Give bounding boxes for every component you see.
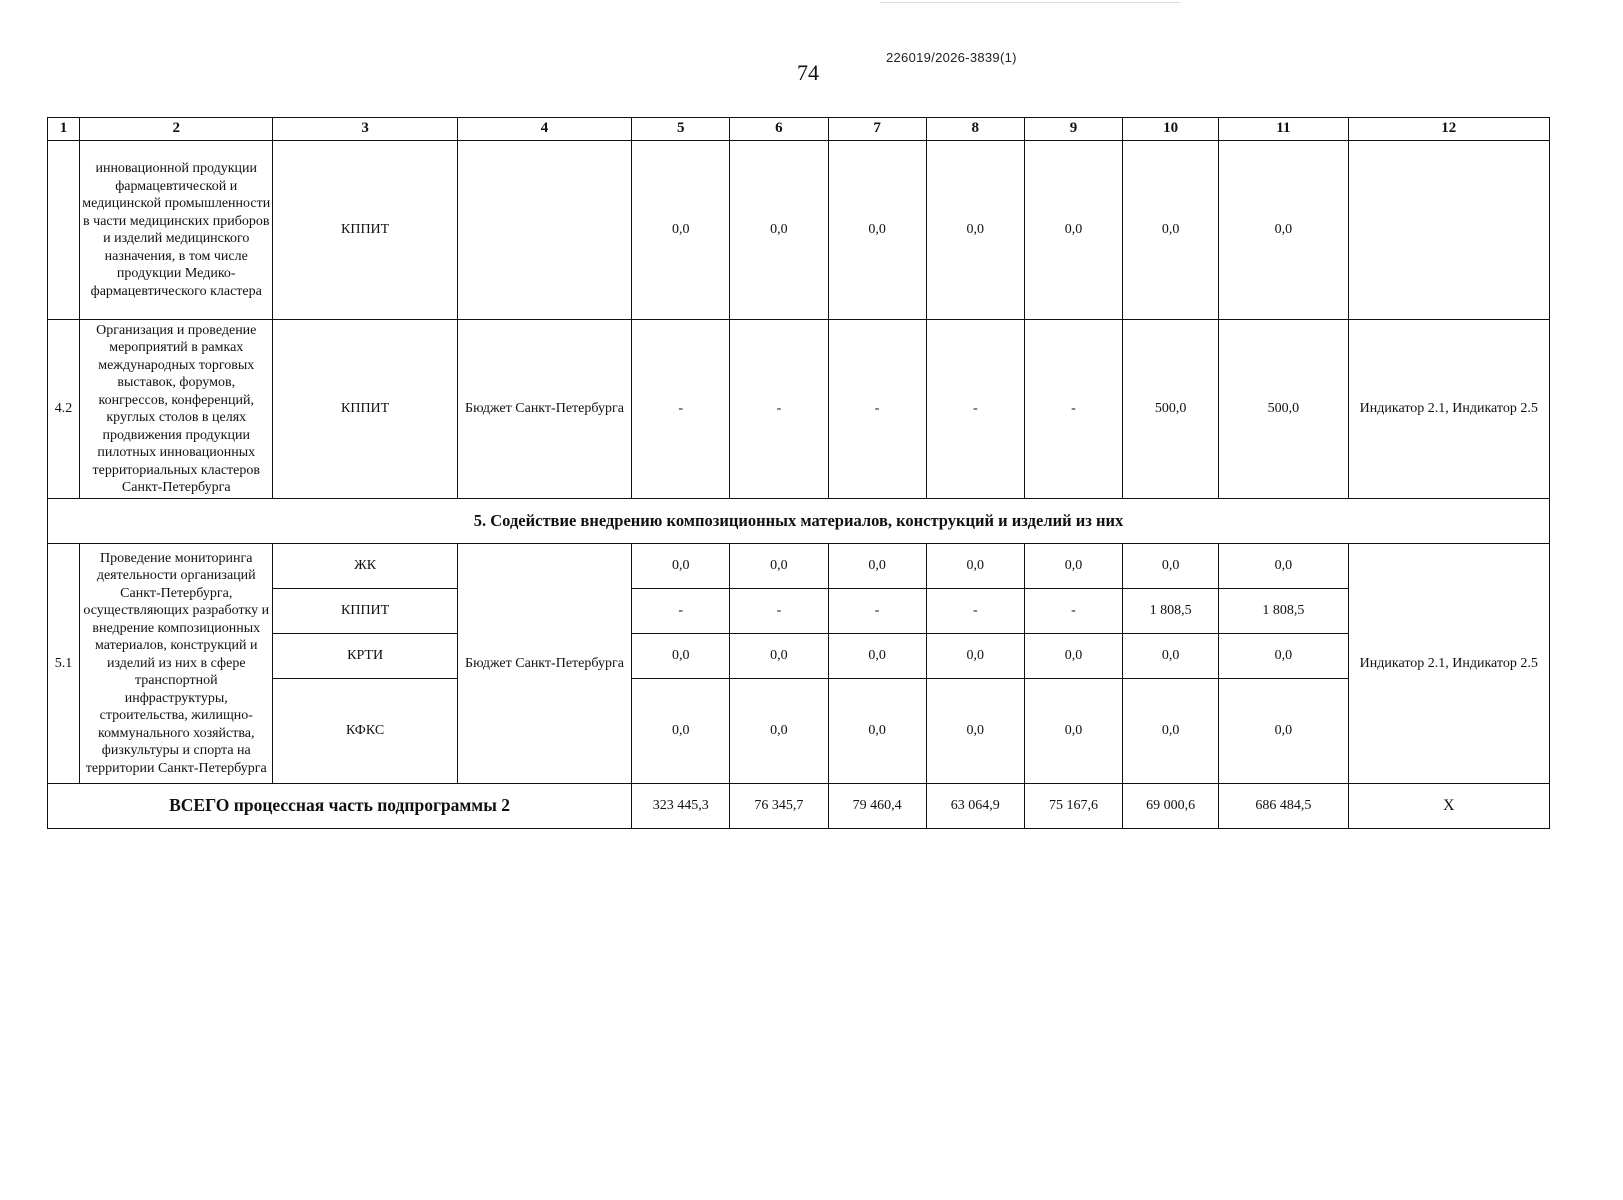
value-cell: 0,0: [730, 679, 828, 784]
col-header: 4: [457, 118, 631, 141]
col-header: 3: [273, 118, 457, 141]
value-cell: 0,0: [926, 679, 1024, 784]
header-row: [48, 118, 1550, 141]
value-cell: 0,0: [1123, 141, 1219, 320]
value-cell: 0,0: [632, 141, 730, 320]
value-cell: 0,0: [1024, 544, 1122, 589]
scan-mark: [880, 2, 1180, 3]
value-cell: 0,0: [1123, 634, 1219, 679]
total-label: ВСЕГО процессная часть подпрограммы 2: [48, 784, 632, 829]
indicators: [1348, 141, 1549, 320]
executor: ЖК: [273, 544, 457, 589]
document-id: 226019/2026-3839(1): [886, 50, 1017, 65]
executor: КППИТ: [273, 589, 457, 634]
table-row: [48, 141, 1550, 320]
activity-description: Проведение мониторинга деятельности организаций Санкт-Петербурга, осуществляющих разработку и внедрение композиционных материалов, конструкций и изделий из них в сфере транспортной инфраструктуры, строительства, жилищно-коммунального хозяйства, физкультуры и спорта на территории Санкт-Петербурга: [80, 544, 273, 784]
value-cell: -: [926, 320, 1024, 499]
value-cell: 0,0: [828, 544, 926, 589]
funding-source: Бюджет Санкт-Петербурга: [457, 320, 631, 499]
activity-description: Организация и проведение мероприятий в рамках международных торговых выставок, форумов, конгрессов, конференций, круглых столов в целях продвижения продукции пилотных инновационных территориальных кластеров Санкт-Петербурга: [80, 320, 273, 499]
col-header: 10: [1123, 118, 1219, 141]
total-value: 75 167,6: [1024, 784, 1122, 829]
col-header: 9: [1024, 118, 1122, 141]
row-number: [48, 141, 80, 320]
value-cell: 0,0: [926, 544, 1024, 589]
value-cell: 0,0: [1219, 679, 1348, 784]
value-cell: 0,0: [730, 544, 828, 589]
page-number: 74: [797, 60, 819, 85]
col-header: 12: [1348, 118, 1549, 141]
table-row: [48, 634, 1550, 679]
table-row: [48, 320, 1550, 499]
row-number: 4.2: [48, 320, 80, 499]
value-cell: -: [926, 589, 1024, 634]
value-cell: 0,0: [1123, 544, 1219, 589]
value-cell: 500,0: [1123, 320, 1219, 499]
value-cell: 0,0: [1219, 544, 1348, 589]
value-cell: 0,0: [1024, 634, 1122, 679]
col-header: 6: [730, 118, 828, 141]
col-header: 7: [828, 118, 926, 141]
value-cell: -: [730, 320, 828, 499]
value-cell: 0,0: [1219, 141, 1348, 320]
value-cell: 0,0: [632, 544, 730, 589]
total-row: [48, 784, 1550, 829]
value-cell: -: [730, 589, 828, 634]
section-row: [48, 499, 1550, 544]
executor: КППИТ: [273, 320, 457, 499]
table-row: [48, 589, 1550, 634]
value-cell: -: [828, 320, 926, 499]
funding-source: [457, 141, 631, 320]
total-value: 323 445,3: [632, 784, 730, 829]
value-cell: 0,0: [1024, 679, 1122, 784]
total-value: 686 484,5: [1219, 784, 1348, 829]
value-cell: 0,0: [828, 679, 926, 784]
executor: КППИТ: [273, 141, 457, 320]
value-cell: 0,0: [1123, 679, 1219, 784]
total-value: 69 000,6: [1123, 784, 1219, 829]
indicators: Индикатор 2.1, Индикатор 2.5: [1348, 544, 1549, 784]
total-value: 79 460,4: [828, 784, 926, 829]
value-cell: 0,0: [1024, 141, 1122, 320]
value-cell: 0,0: [926, 141, 1024, 320]
indicators: Индикатор 2.1, Индикатор 2.5: [1348, 320, 1549, 499]
value-cell: 0,0: [926, 634, 1024, 679]
executor: КРТИ: [273, 634, 457, 679]
col-header: 5: [632, 118, 730, 141]
table-row: [48, 679, 1550, 784]
value-cell: 0,0: [828, 141, 926, 320]
value-cell: 0,0: [632, 634, 730, 679]
col-header: 8: [926, 118, 1024, 141]
funding-source: Бюджет Санкт-Петербурга: [457, 544, 631, 784]
value-cell: -: [1024, 320, 1122, 499]
total-value: 63 064,9: [926, 784, 1024, 829]
table-row: [48, 544, 1550, 589]
total-mark: Х: [1348, 784, 1549, 829]
value-cell: 0,0: [730, 141, 828, 320]
total-value: 76 345,7: [730, 784, 828, 829]
value-cell: 1 808,5: [1123, 589, 1219, 634]
value-cell: -: [828, 589, 926, 634]
col-header: 1: [48, 118, 80, 141]
value-cell: 0,0: [828, 634, 926, 679]
value-cell: 0,0: [1219, 634, 1348, 679]
value-cell: -: [632, 589, 730, 634]
budget-table: [47, 117, 1550, 829]
col-header: 11: [1219, 118, 1348, 141]
activity-description: инновационной продукции фармацевтической и медицинской промышленности в части медицинских приборов и изделий медицинского назначения, в том числе продукции Медико-фармацевтического кластера: [80, 141, 273, 320]
section-title: 5. Содействие внедрению композиционных материалов, конструкций и изделий из них: [48, 499, 1550, 544]
value-cell: 500,0: [1219, 320, 1348, 499]
value-cell: -: [1024, 589, 1122, 634]
col-header: 2: [80, 118, 273, 141]
executor: КФКС: [273, 679, 457, 784]
row-number: 5.1: [48, 544, 80, 784]
value-cell: 0,0: [730, 634, 828, 679]
value-cell: 0,0: [632, 679, 730, 784]
value-cell: 1 808,5: [1219, 589, 1348, 634]
value-cell: -: [632, 320, 730, 499]
